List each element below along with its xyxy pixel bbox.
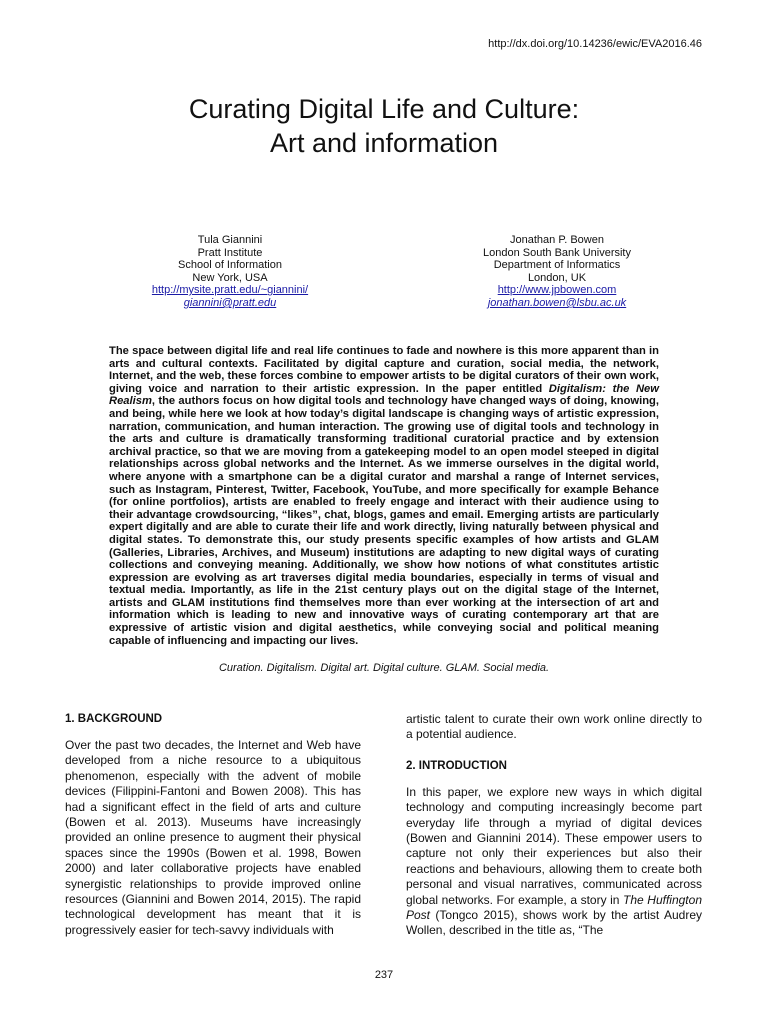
intro-publication-title: The Huffington Post <box>406 892 702 923</box>
author-location: New York, USA <box>192 271 268 284</box>
introduction-paragraph <box>406 785 702 939</box>
abstract-paper-title: Digitalism: the New Realism <box>109 382 659 408</box>
author-affiliation: London South Bank University <box>483 246 631 259</box>
author-location: London, UK <box>527 271 587 284</box>
paper-title <box>0 92 768 160</box>
author-block-2 <box>437 234 677 310</box>
abstract-part-2: , the authors focus on how digital tools and technology have changed ways of doing, knowing, and being, while here we look at how today’s digital landscape is changing ways of artistic expression, narration, communication, and human interaction. The growing use of digital tools and technology in the arts and culture is dramatically transforming traditional curatorial practice and by extension archival practice, so that we are moving from a gatekeeping model to an open model steeped in digital relationships across global networks and the Internet. As we immerse ourselves in the digital world, where anyone with a smartphone can be a digital curator and marshal a range of Internet services, such as Instagram, Pinterest, Twitter, Facebook, YouTube, and more specifically for example Behance (for online portfolios), artists are enabled to freely engage and interact with their audience using to their advantage crowdsourcing, “likes”, chat, blogs, games and email. Emerging artists are particularly expert digitally and are able to curate their life and work directly, living naturally between physical and digital states. To demonstrate this, our study presents specific examples of how artists and GLAM (Galleries, Libraries, Archives, and Museum) institutions are adapting to new digital ways of curating collections and conveying meaning. Additionally, we show how notions of what constitutes artistic expression are evolving as art traverses digital media boundaries, especially in terms of visual and textual media. Importantly, as life in the 21st century plays out on the digital stage of the Internet, artists and GLAM institutions find themselves more than ever working at the intersection of art and information which is leading to new and innovative ways of curating contemporary art that are expressive of artistic vision and digital aesthetics, while conveying social and political meaning capable of influencing and impacting our lives. <box>109 395 659 647</box>
author-url-link[interactable]: http://www.jpbowen.com <box>497 284 617 297</box>
section-heading-introduction: 2. INTRODUCTION <box>406 759 507 772</box>
author-block-1 <box>110 234 350 310</box>
left-column <box>65 712 361 954</box>
background-paragraph-continued: artistic talent to curate their own work online directly to a potential audience. <box>406 712 702 742</box>
right-column <box>406 712 702 955</box>
keywords: Curation. Digitalism. Digital art. Digital culture. GLAM. Social media. <box>218 662 550 674</box>
author-email-link[interactable]: jonathan.bowen@lsbu.ac.uk <box>487 296 627 309</box>
author-department: School of Information <box>178 259 282 272</box>
doi-link[interactable]: http://dx.doi.org/10.14236/ewic/EVA2016.46 <box>488 38 702 50</box>
author-name: Tula Giannini <box>197 234 263 246</box>
intro-part-2: (Tongco 2015), shows work by the artist Audrey Wollen, described in the title as, “The <box>406 908 702 938</box>
section-heading-background: 1. BACKGROUND <box>65 713 163 725</box>
background-paragraph: Over the past two decades, the Internet and Web have developed from a niche resource to a ubiquitous phenomenon, especially with the advent of mobile devices (Filippini-Fantoni and Bowen 2008). This has had a significant effect in the field of arts and culture (Bowen et al. 2013). Museums have increasingly provided an online presence to augment their physical spaces since the 1990s (Bowen et al. 1998, Bowen 2000) and later collaborative projects have enabled synergistic relationships to provide improved online resources (Giannini and Bowen 2014, 2015). The rapid technological development has meant that it is progressively easier for tech-savvy individuals with <box>65 738 361 937</box>
title-line-1: Curating Digital Life and Culture: <box>188 94 580 124</box>
author-email-link[interactable]: giannini@pratt.edu <box>183 296 277 309</box>
title-line-2: Art and information <box>269 128 499 158</box>
intro-part-1: In this paper, we explore new ways in which digital technology and computing increasingly become part everyday life through a myriad of digital devices (Bowen and Giannini 2014). These empower users to capture not only their experiences but also their reactions and behaviours, allowing them to create both personal and visual narratives, communicated across global networks. For example, a story in <box>406 784 702 907</box>
page-number: 237 <box>374 969 394 981</box>
abstract <box>109 345 659 647</box>
author-affiliation: Pratt Institute <box>197 246 263 259</box>
author-department: Department of Informatics <box>493 259 621 272</box>
abstract-part-1: The space between digital life and real life continues to fade and nowhere is this more apparent than in arts and cultural contexts. Facilitated by digital capture and curation, social media, the network, Internet, and the web, these forces combine to empower artists to be digital curators of their own work, giving voice and narration to their artistic expression. In the paper entitled <box>109 345 659 395</box>
author-url-link[interactable]: http://mysite.pratt.edu/~giannini/ <box>151 284 309 297</box>
author-name: Jonathan P. Bowen <box>510 234 604 246</box>
